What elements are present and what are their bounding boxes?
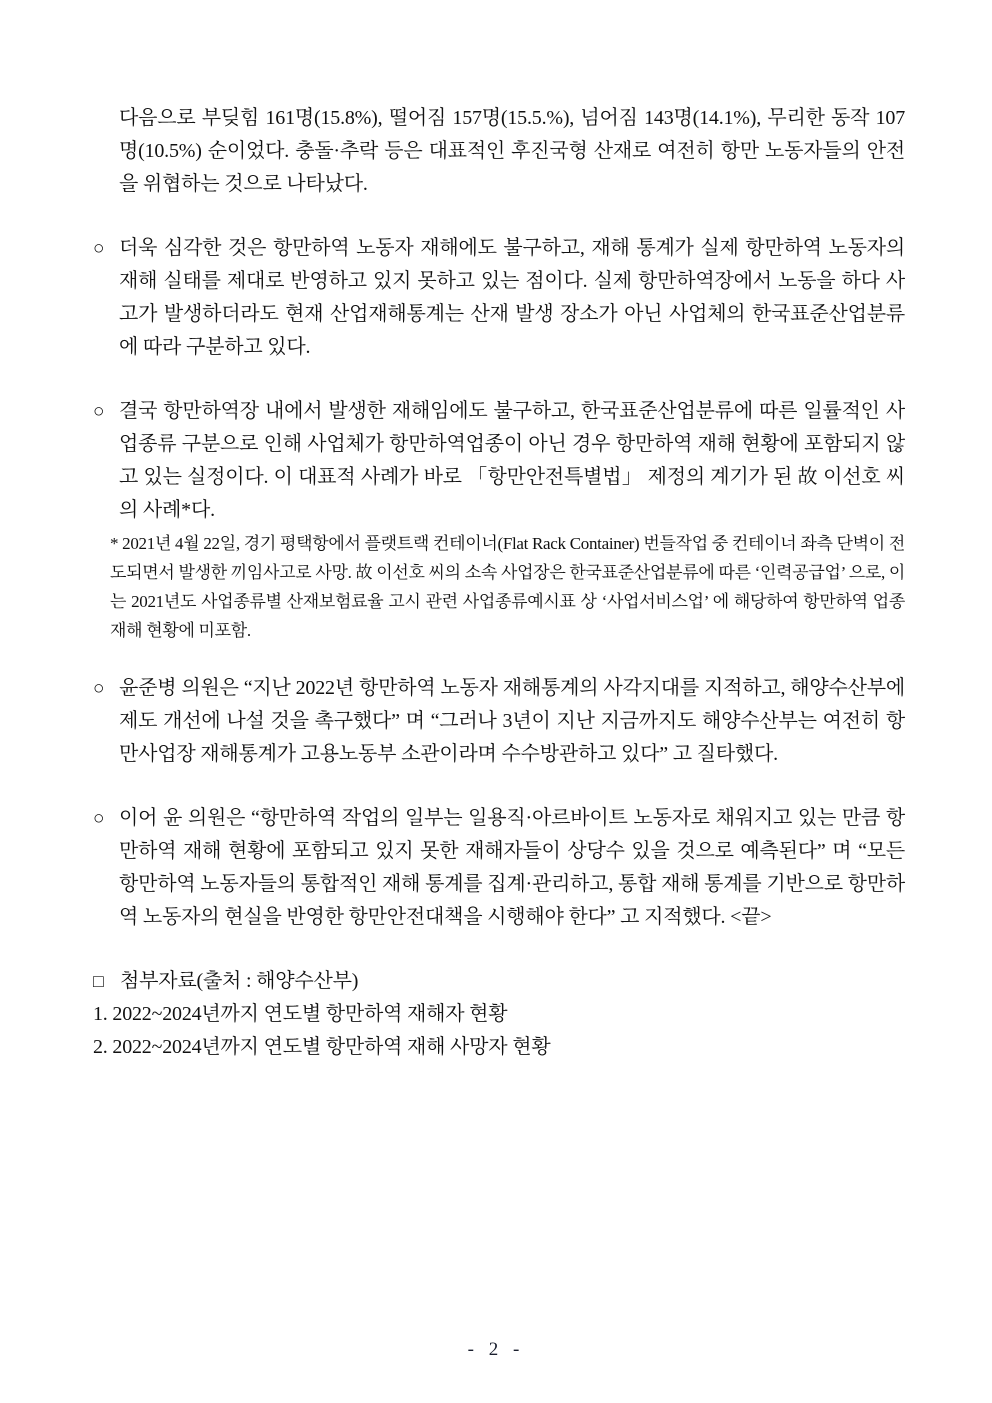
attachments-header-row: [93, 965, 905, 998]
circle-bullet-icon: ○: [93, 401, 105, 422]
attachment-item-2: 2. 2022~2024년까지 연도별 항만하역 재해 사망자 현황: [93, 1036, 551, 1058]
attachments-section: [93, 965, 905, 1064]
paragraph-lawmaker-remarks: [93, 802, 905, 934]
paragraph-text: 다음으로 부딪힘 161명(15.8%), 떨어짐 157명(15.5.%), 넘어짐 143명(14.1%), 무리한 동작 107명(10.5%) 순이었다. 충돌·추락 등은 대표적인 후진국형 산재로 여전히 항만 노동자들의 안전을 위협하는 것으로 나타났다.: [119, 107, 905, 195]
paragraph-text: 결국 항만하역장 내에서 발생한 재해임에도 불구하고, 한국표준산업분류에 따른 일률적인 사업종류 구분으로 인해 사업체가 항만하역업종이 아닌 경우 항만하역 재해 현황에 포함되지 않고 있는 실정이다. 이 대표적 사례가 바로 「항만안전특별법」 제정의 계기가 된 故 이선호 씨의 사례*다.: [119, 400, 905, 521]
paragraph-text: 이어 윤 의원은 “항만하역 작업의 일부는 일용직·아르바이트 노동자로 채워지고 있는 만큼 항만하역 재해 현황에 포함되고 있지 못한 재해자들이 상당수 있을 것으로 예측된다” 며 “모든 항만하역 노동자들의 통합적인 재해 통계를 집계·관리하고, 통합 재해 통계를 기반으로 항만하역 노동자의 현실을 반영한 항만안전대책을 시행해야 한다” 고 지적했다. <끝>: [119, 807, 905, 928]
paragraph-text: 윤준병 의원은 “지난 2022년 항만하역 노동자 재해통계의 사각지대를 지적하고, 해양수산부에 제도 개선에 나설 것을 촉구했다” 며 “그러나 3년이 지난 지금까지도 해양수산부는 여전히 항만사업장 재해통계가 고용노동부 소관이라며 수수방관하고 있다” 고 질타했다.: [119, 677, 905, 765]
paragraph-classification-issue: [93, 395, 905, 527]
paragraph-lawmaker-criticism: [93, 672, 905, 771]
square-bullet-icon: □: [93, 971, 104, 991]
paragraph-text: 더욱 심각한 것은 항만하역 노동자 재해에도 불구하고, 재해 통계가 실제 항만하역 노동자의 재해 실태를 제대로 반영하고 있지 못하고 있는 점이다. 실제 항만하역장에서 노동을 하다 사고가 발생하더라도 현재 산업재해통계는 산재 발생 장소가 아닌 사업체의 한국표준산업분류에 따라 구분하고 있다.: [119, 237, 905, 358]
circle-bullet-icon: ○: [93, 808, 105, 829]
circle-bullet-icon: ○: [93, 238, 105, 259]
paragraph-accident-types: [93, 102, 905, 201]
paragraph-statistics-problem: [93, 232, 905, 364]
page-number: - 2 -: [467, 1339, 525, 1360]
attachment-item-1: 1. 2022~2024년까지 연도별 항만하역 재해자 현황: [93, 1003, 508, 1025]
circle-bullet-icon: ○: [93, 678, 105, 699]
attachments-header: 첨부자료(출처 : 해양수산부): [120, 970, 359, 992]
footnote: * 2021년 4월 22일, 경기 평택항에서 플랫트랙 컨테이너(Flat Rack Container) 번들작업 중 컨테이너 좌측 단벽이 전도되면서 발생한 끼임사고로 사망. 故 이선호 씨의 소속 사업장은 한국표준산업분류에 따른 ‘인력공급업’ 으로, 이는 2021년도 사업종류별 산재보험료율 고시 관련 사업종류예시표 상 ‘사업서비스업’ 에 해당하여 항만하역 업종 재해 현황에 미포함.: [110, 534, 905, 640]
